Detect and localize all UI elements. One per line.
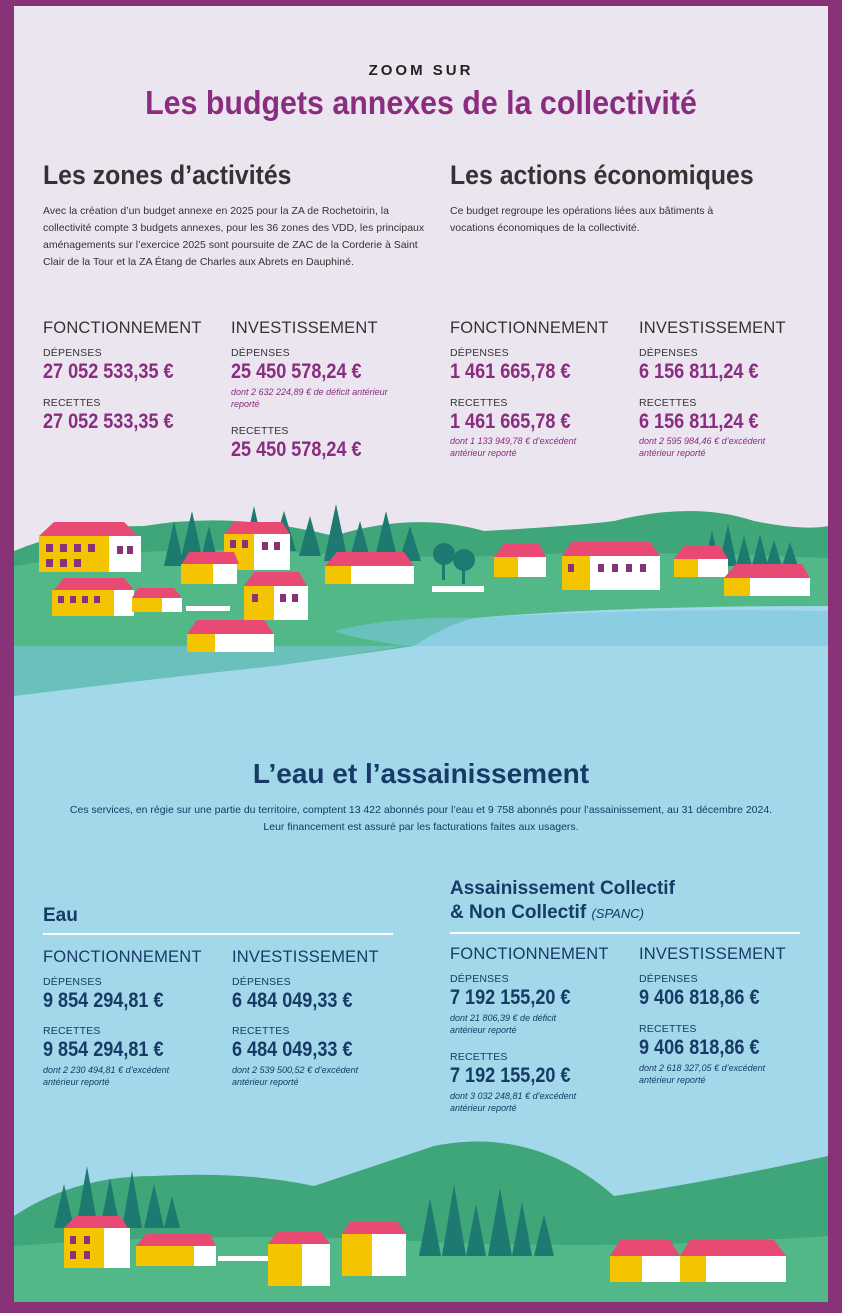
assain-title-line1: Assainissement Collectif [450,878,675,899]
assain-invest-rec-label: RECETTES [639,1023,697,1035]
eau-fonct-rec-amount: 9 854 294,81 € [43,1038,164,1061]
actions-invest-rec-note: dont 2 595 984,46 € d’excédent antérieur reporté [639,436,766,458]
zones-invest-header: INVESTISSEMENT [231,319,378,337]
assain-title-suffix: (SPANC) [591,906,644,921]
assain-title-line2 [450,902,644,924]
zones-invest-dep-note: dont 2 632 224,89 € de déficit antérieur reporté [231,387,388,409]
actions-fonct-dep-label: DÉPENSES [450,347,509,359]
eau-invest-header: INVESTISSEMENT [232,948,379,966]
eau-divider [43,933,393,935]
actions-fonct-rec-label: RECETTES [450,397,508,409]
zones-fonct-dep-amount: 27 052 533,35 € [43,360,174,383]
assain-fonct-rec-note: dont 3 032 248,81 € d’excédent antérieur reporté [450,1091,577,1113]
zones-fonct-header: FONCTIONNEMENT [43,319,202,337]
page [14,6,828,1302]
assain-invest-header: INVESTISSEMENT [639,945,786,963]
assain-invest-dep-label: DÉPENSES [639,973,698,985]
eau-invest-dep-amount: 6 484 049,33 € [232,989,353,1012]
actions-invest-header: INVESTISSEMENT [639,319,786,337]
actions-invest-rec-amount: 6 156 811,24 € [639,410,759,433]
actions-fonct-rec-note: dont 1 133 949,78 € d’excédent antérieur reporté [450,436,577,458]
assain-invest-rec-amount: 9 406 818,86 € [639,1036,760,1059]
eau-section-title: L’eau et l’assainissement [252,758,590,789]
eau-fonct-header: FONCTIONNEMENT [43,948,202,966]
eau-fonct-rec-note: dont 2 230 494,81 € d’excédent antérieur reporté [43,1065,170,1087]
assain-fonct-dep-amount: 7 192 155,20 € [450,986,571,1009]
actions-fonct-header: FONCTIONNEMENT [450,319,609,337]
assain-fonct-rec-amount: 7 192 155,20 € [450,1064,571,1087]
zones-invest-rec-amount: 25 450 578,24 € [231,438,362,461]
eau-invest-dep-label: DÉPENSES [232,976,291,988]
actions-invest-dep-amount: 6 156 811,24 € [639,360,759,383]
assain-invest-rec-note: dont 2 618 327,05 € d’excédent antérieur reporté [639,1063,766,1085]
zones-description: Avec la création d’un budget annexe en 2025 pour la ZA de Rochetoirin, la collectivité compte 3 budgets annexes, pour les 36 zones des VDD, les principaux aménagements sur l’exercice 2025 sont poursuite de ZAC de la Corderie à Saint Clair de la Tour et la ZA Étang de Charles aux Abrets en Dauphiné. [43,205,425,268]
zones-fonct-rec-label: RECETTES [43,397,101,409]
zones-title: Les zones d’activités [43,160,292,190]
assain-fonct-dep-note: dont 21 806,39 € de déficit antérieur reporté [450,1013,557,1035]
zones-invest-dep-amount: 25 450 578,24 € [231,360,362,383]
eau-fonct-rec-label: RECETTES [43,1025,101,1037]
eau-invest-rec-label: RECETTES [232,1025,290,1037]
assain-fonct-dep-label: DÉPENSES [450,973,509,985]
eau-title: Eau [43,905,78,926]
eau-description-line2: Leur financement est assuré par les facturations faites aux usagers. [263,821,579,833]
assain-title-main: & Non Collectif [450,902,587,923]
zones-invest-rec-label: RECETTES [231,425,289,437]
eau-fonct-dep-amount: 9 854 294,81 € [43,989,164,1012]
actions-fonct-rec-amount: 1 461 665,78 € [450,410,571,433]
actions-description: Ce budget regroupe les opérations liées aux bâtiments à vocations économiques de la collectivité. [450,205,714,234]
actions-invest-rec-label: RECETTES [639,397,697,409]
assain-invest-dep-amount: 9 406 818,86 € [639,986,760,1009]
assain-fonct-header: FONCTIONNEMENT [450,945,609,963]
eau-invest-rec-amount: 6 484 049,33 € [232,1038,353,1061]
zones-invest-dep-label: DÉPENSES [231,347,290,359]
actions-title: Les actions économiques [450,160,754,190]
eau-section-description [34,802,808,836]
assain-divider [450,932,800,934]
zones-fonct-rec-amount: 27 052 533,35 € [43,410,174,433]
zones-fonct-dep-label: DÉPENSES [43,347,102,359]
eau-fonct-dep-label: DÉPENSES [43,976,102,988]
actions-fonct-dep-amount: 1 461 665,78 € [450,360,571,383]
eau-description-line1: Ces services, en régie sur une partie du territoire, comptent 13 422 abonnés pour l’eau et 9 758 abonnés pour l’assainissement, au 31 décembre 2024. [69,804,773,816]
zoom-kicker: ZOOM SUR [368,62,474,79]
actions-invest-dep-label: DÉPENSES [639,347,698,359]
page-title: Les budgets annexes de la collectivité [145,84,697,121]
landscape-illustration [14,6,828,1302]
eau-invest-rec-note: dont 2 539 500,52 € d’excédent antérieur reporté [232,1065,359,1087]
assain-fonct-rec-label: RECETTES [450,1051,508,1063]
